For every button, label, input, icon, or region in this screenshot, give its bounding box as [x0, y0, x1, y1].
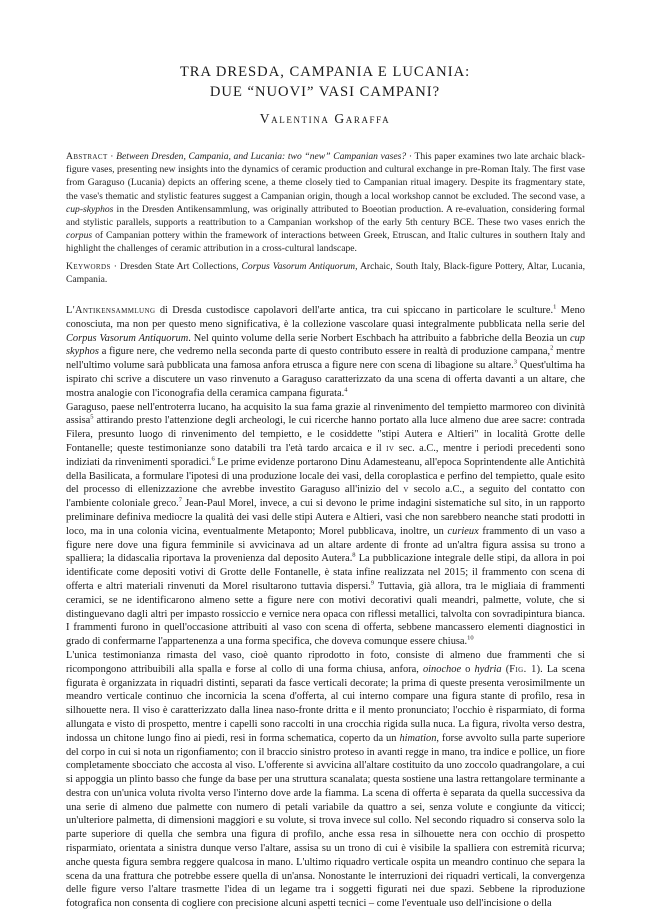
paragraph-3: L'unica testimonianza rimasta del vaso, cioè quanto riprodotto in foto, consiste di almeno due frammenti che si ricompongono attribuibili alla spalla e forse al collo di una forma chiusa, anfora, oinochoe o hydria (Fig. 1). La scena figurata è organizzata in riquadri distinti, separati da fasce verticali decorate; la prima di queste presenta verosimilmente un meandro verticale continuo che incornicia la scena d'offerta, al cui interno compare una figura stante di profilo, resa in silhouette nera. Il viso è caratterizzato dalla linea naso-fronte dritta e il mento pronunciato; l'occhio è risparmiato, di forma allungata e visto di prospetto, mentre i capelli sono raccolti in una crocchia rigida sulla nuca. La figura, rivolta verso destra, indossa un chitone lungo fino ai piedi, resi in forma schematica, coperto da un himation, forse avvolto sulla parte superiore del corpo in cui si nota un rigonfiamento; con il braccio sinistro proteso in avanti regge in mano, tra indice e pollice, un fiore completamente sbocciato che accosta al viso. L'offerente si avvicina all'altare costituito da uno zoccolo quadrangolare, a cui si appoggia un plinto basso che funge da base per una struttura scanalata; questa sostiene una lastra rettangolare terminante a destra con un'unica voluta rivolta verso l'interno dove arde la fiamma. La scena di offerta è separata da quella successiva da una serie di almeno due palmette con numero di petali variabile da quattro a sei, senza volute e congiunte da viticci; un'ulteriore palmetta, di dimensioni maggiori e su volute, si trova invece sul collo. Nel secondo riquadro si conserva solo la parte superiore di quella che sembra una figura di profilo, anche essa resa in silhouette nera con occhio di prospetto risparmiato, orientata a sinistra dunque verso l'altare, assisa su un trono di cui è visibile la spalliera con estremità ricurva; anche questa figura sembra reggere qualcosa in mano. L'ultimo riquadro verticale ospita un meandro continuo che separa la scena da una frattura che potrebbe essere quella di un'ansa. Nonostante le interruzioni dei riquadri verticali, la convergenza delle figure verso l'altare trasmette l'idea di un legame tra i soggetti figurati nei due spazi. Sebbene la riproduzione fotografica non consenta di cogliere con precisione alcuni aspetti tecnici – come l'eventuale uso dell'incisione o della [66, 649, 586, 910]
keywords-label: Keywords [66, 260, 111, 272]
abstract-label: Abstract [66, 151, 108, 162]
paragraph-1: L'Antikensammlung di Dresda custodisce capolavori dell'arte antica, tra cui spiccano in particolare le sculture.$^1$ Meno conosciuta, ma non per questo meno significativa, è la collezione vascolare quasi integralmente pubblicata nella serie del Corpus Vasorum Antiquorum. Nel quinto volume della serie Norbert Eschbach ha attribuito a fabbriche della Beozia un cup skyphos a figure nere, che vedremo nella seconda parte di questo contributo essere in realtà di produzione campana,$^2$ mentre nell'ultimo volume sarà pubblicata una famosa anfora etrusca a figure nere con scena di libagione su altare.$^3$ Quest'ultima ha ispirato chi scrive a discutere un vaso rinvenuto a Garaguso caratterizzato da una scena di offerta davanti a un altare, che mostra analogie con l'iconografia della ceramica campana figurata.$^4$ [66, 303, 585, 399]
footnote-ref: 9 [370, 579, 375, 587]
article-title [0, 62, 650, 102]
paragraph-2: Garaguso, paese nell'entroterra lucano, ha acquisito la sua fama grazie al rinvenimento del tempietto marmoreo con divinità assisa$^5$ attirando presto l'attenzione degli archeologi, le cui ricerche hanno portato alla luce almeno due aree sacre: contrada Filera, presunto luogo di rinvenimento del tempietto, e le cosiddette "stipi Autera e Altieri" in località Grotte delle Fontanelle; queste testimonianze sono databili tra l'età tardo arcaica e il iv sec. a.C., mentre i periodi precedenti sono indiziati da rinvenimenti sporadici.$^6$ Le prime evidenze portarono Dinu Adamesteanu, all'epoca Soprintendente alle Antichità della Basilicata, a formulare l'ipotesi di una produzione locale dei vasi, della coroplastica e perfino del tempietto, quale esito del processo di ellenizzazione che avrebbe investito Garaguso all'inizio del v secolo a.C., a seguito del contatto con l'ambiente coloniale greco.$^7$ Jean-Paul Morel, invece, a cui si devono le prime indagini sistematiche sul sito, in un rapporto preliminare definiva mediocre la qualità dei vasi delle stipi Autera e Altieri, vasi che non sarebbero neanche stati prodotti in loco, ma in una colonia vicina, eventualmente Metaponto; Morel pubblicava, inoltre, un curieux frammento di un vaso a figure nere dove una figura femminile si avvicinava ad un altare ardente di fronte ad un'altra figura assisa su trono a spalliera; la didascalia riportava la provenienza dal deposito Autera.$^8$ La pubblicazione integrale delle stipi, da allora in poi identificate come depositi votivi di Grotte delle Fontanelle, è stata infine realizzata nel 2015; il frammento con scena di offerta e altri materiali rinvenuti da Morel risultarono tuttavia dispersi.$^9$ Tuttavia, già allora, tra le migliaia di frammenti ceramici, se ne identificarono almeno sette a figure nere con motivi decorativi quali meandri, palmette, volute, che si distinguevano dagli altri per impasto rossiccio e vernice nera opaca con riflessi metallici, talvolta con sovradipintura bianca. I frammenti furono in quell'occasione attribuiti al vaso con scena di offerta, sebbene mancassero elementi diagnostici in grado di confermarne l'appartenenza a una forma specifica, che doveva comunque essere chiusa.$^{10}$ [66, 401, 586, 648]
abstract-text: This paper examines two late archaic black-figure vases, presenting new insights into the dynamics of ceramic production and cultural exchange in pre-Roman Italy. The first vase from Garaguso (Lucania) depicts an offering scene, a theme closely tied to Campanian ritual imagery. Despite its fragmentary state, the vase's thematic and stylistic features suggest a Campanian origin, though a local workshop cannot be excluded. The second vase, a [66, 151, 585, 202]
article-title-line-1: TRA DRESDA, CAMPANIA E LUCANIA: [179, 64, 471, 80]
footnote-ref: 5 [90, 413, 94, 421]
footnote-ref: 7 [178, 496, 183, 504]
body-text [66, 304, 585, 911]
footnote-ref: 4 [344, 386, 348, 394]
author-name: Valentina Garaffa [259, 111, 391, 126]
abstract-subtitle: Between Dresden, Campania, and Lucania: two “new” Campanian vases? [116, 151, 407, 162]
footnote-ref: 3 [513, 358, 518, 366]
footnote-ref: 1 [553, 303, 557, 311]
keywords: Keywords · Dresden State Art Collections, Corpus Vasorum Antiquorum, Archaic, South Italy, Black-figure Pottery, Altar, Lucania, Campania. [66, 260, 585, 285]
article-title-line-2: DUE “NUOVI” VASI CAMPANI? [209, 84, 441, 100]
footnote-ref: 10 [467, 634, 474, 642]
footnote-ref: 6 [211, 455, 215, 463]
footnote-ref: 8 [352, 551, 356, 559]
footnote-ref: 2 [550, 344, 554, 352]
abstract: Abstract · Between Dresden, Campania, and Lucania: two “new” Campanian vases? · This paper examines two late archaic black-figure vases, presenting new insights into the dynamics of ceramic production and cultural exchange in pre-Roman Italy. The first vase from Garaguso (Lucania) depicts an offering scene, a theme closely tied to Campanian ritual imagery. Despite its fragmentary state, the vase's thematic and stylistic features suggest a Campanian origin, though a local workshop cannot be excluded. The second vase, a cup-skyphos in the Dresden Antikensammlung, was originally attributed to Boeotian production. A re-evaluation, considering formal and stylistic parallels, supports a reattribution to a Campanian workshop of the early 5th century BCE. These two vases enrich the corpus of Campanian pottery within the framework of interactions between Greek, Etruscan, and Italic cultures in southern Italy and highlight the challenges of ceramic attribution in a cross-cultural landscape. [66, 151, 585, 255]
abstract-section [66, 150, 585, 286]
figure-reference[interactable]: Fig. 1 [509, 663, 537, 675]
